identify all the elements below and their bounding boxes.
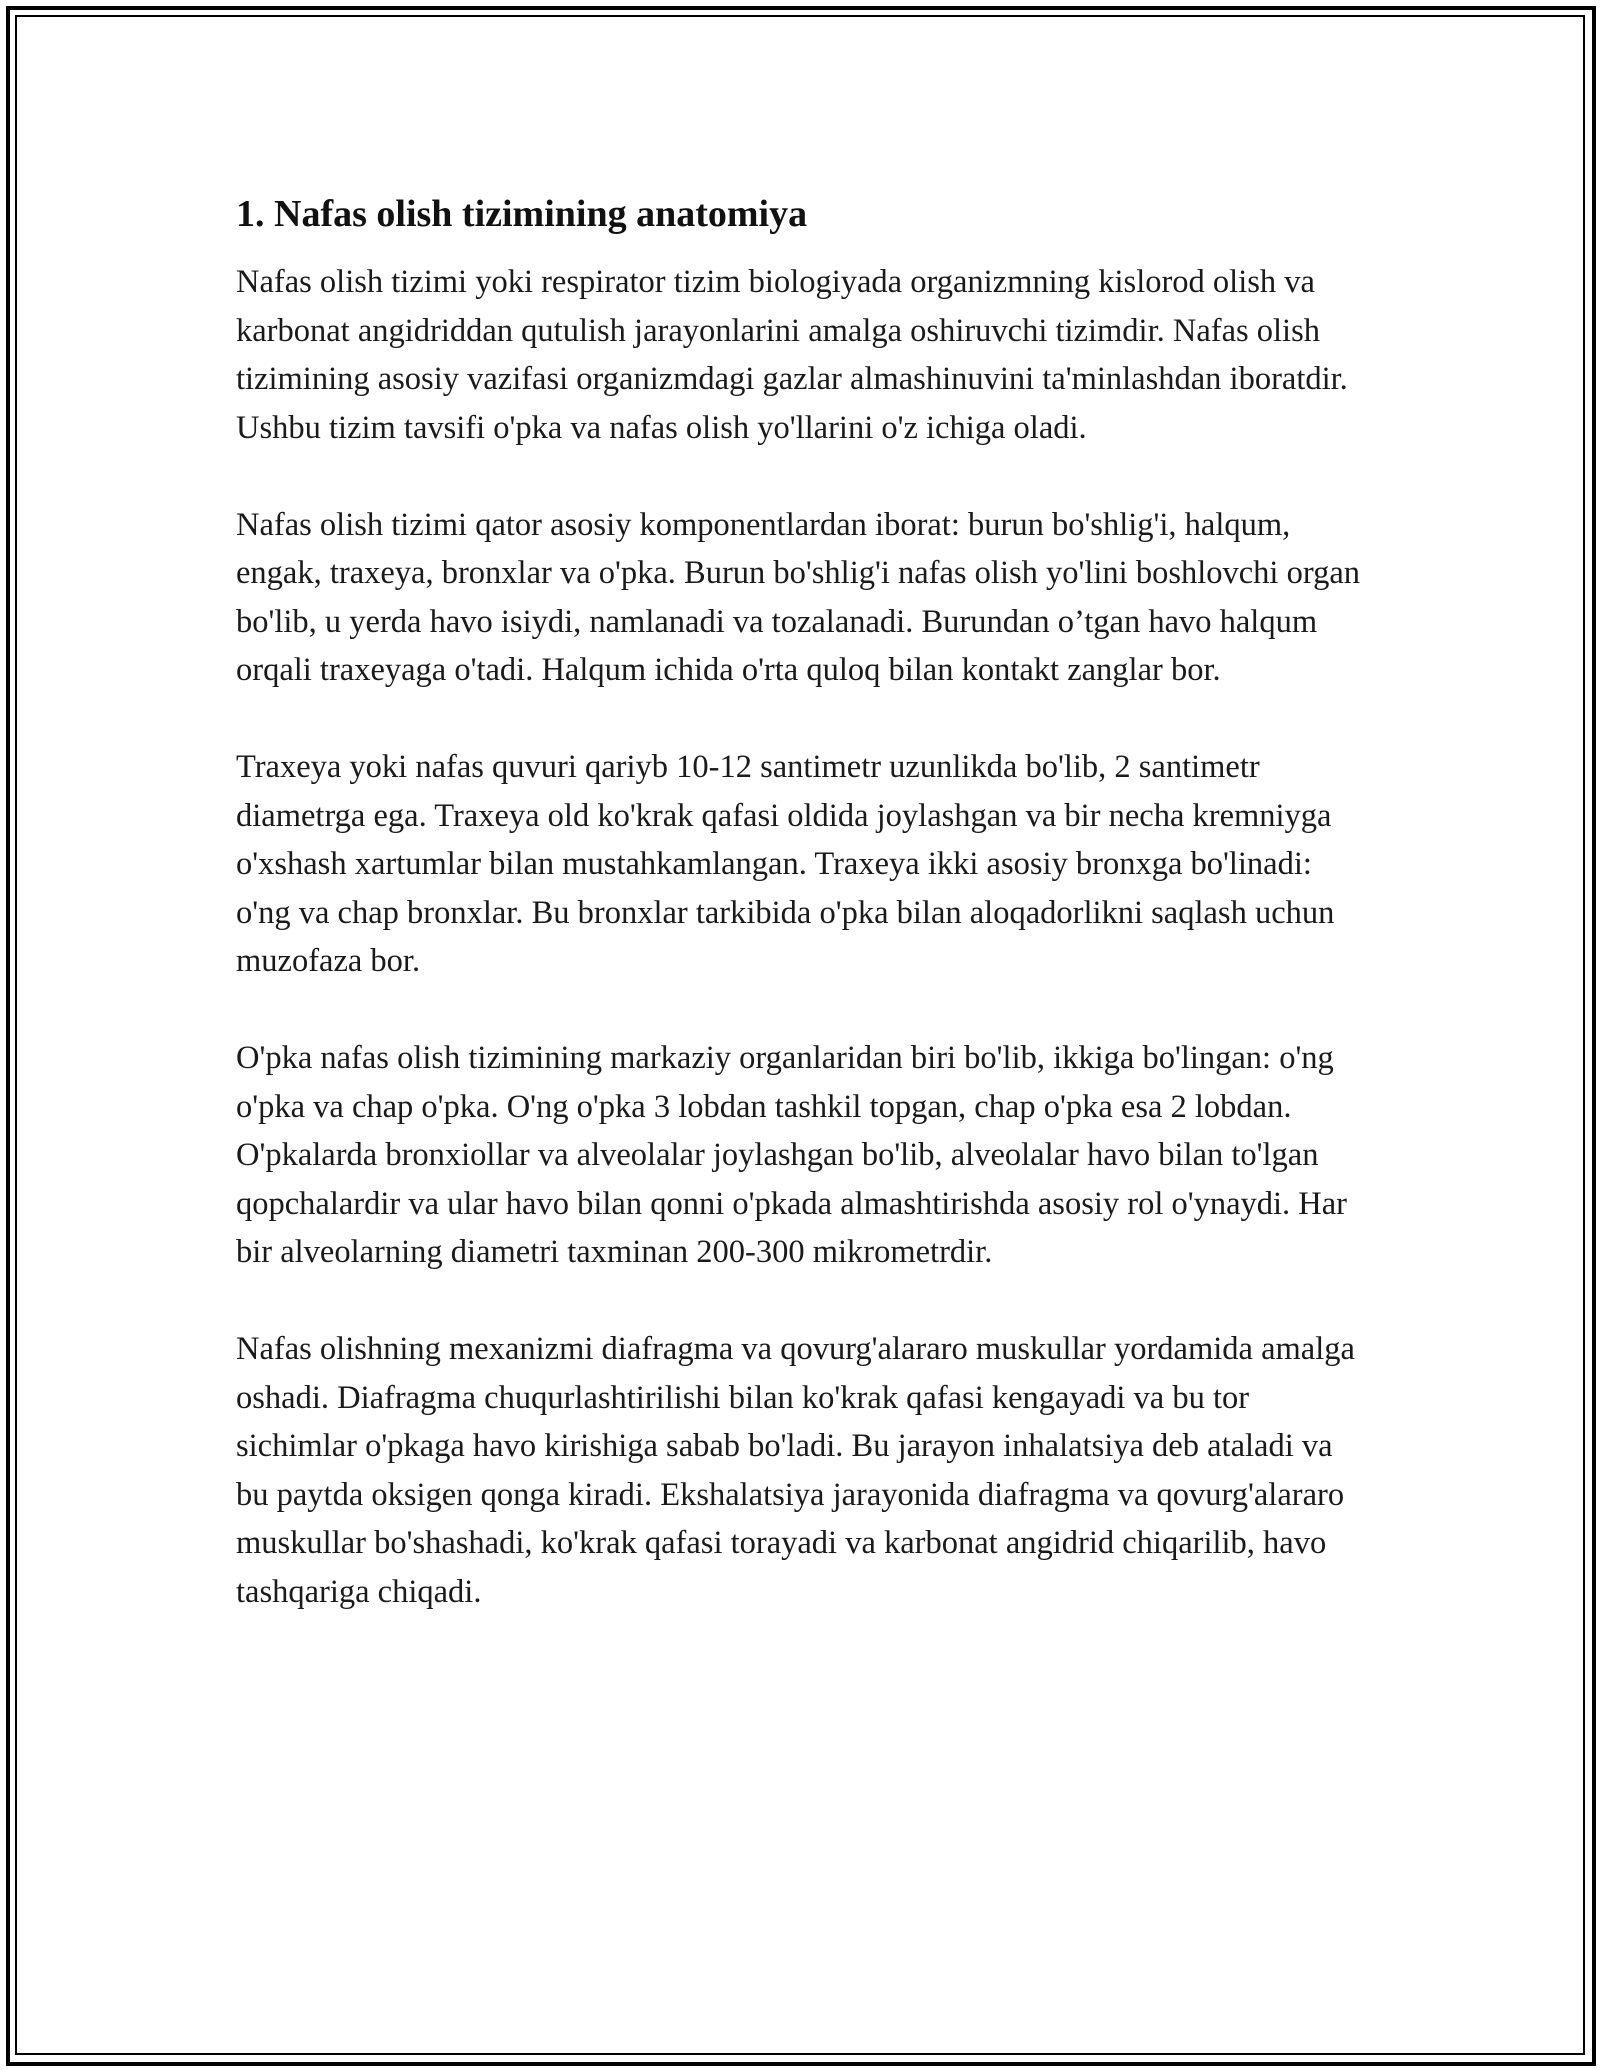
section-heading: 1. Nafas olish tizimining anatomiya [236,193,808,235]
paragraph-mechanism: Nafas olishning mexanizmi diafragma va qovurg'alararo muskullar yordamida amalga oshadi. Diafragma chuqurlashtirilishi bilan ko'krak qafasi kengayadi va bu tor sichimlar o'pkaga havo kirishiga sabab bo'ladi. Bu jarayon inhalatsiya deb ataladi va bu paytda oksigen qonga kiradi. Ekshalatsiya jarayonida diafragma va qovurg'alararo muskullar bo'shashadi, ko'krak qafasi torayadi va karbonat angidrid chiqarilib, havo tashqariga chiqadi. [236,1331,1355,1610]
document-body [236,190,1366,1665]
paragraph-intro: Nafas olish tizimi yoki respirator tizim biologiyada organizmning kislorod olish va karbonat angidriddan qutulish jarayonlarini amalga oshiruvchi tizimdir. Nafas olish tizimining asosiy vazifasi organizmdagi gazlar almashinuvini ta'minlashdan iboratdir. Ushbu tizim tavsifi o'pka va nafas olish yo'llarini o'z ichiga oladi. [236,264,1348,446]
paragraph-components: Nafas olish tizimi qator asosiy komponentlardan iborat: burun bo'shlig'i, halqum, engak, traxeya, bronxlar va o'pka. Burun bo'shlig'i nafas olish yo'lini boshlovchi organ bo'lib, u yerda havo isiydi, namlanadi va tozalanadi. Burundan o’tgan havo halqum orqali traxeyaga o'tadi. Halqum ichida o'rta quloq bilan kontakt zanglar bor. [236,506,1360,688]
paragraph-lungs: O'pka nafas olish tizimining markaziy organlaridan biri bo'lib, ikkiga bo'lingan: o'ng o'pka va chap o'pka. O'ng o'pka 3 lobdan tashkil topgan, chap o'pka esa 2 lobdan. O'pkalarda bronxiollar va alveolalar joylashgan bo'lib, alveolalar havo bilan to'lgan qopchalardir va ular havo bilan qonni o'pkada almashtirishda asosiy rol o'ynaydi. Har bir alveolarning diametri taxminan 200-300 mikrometrdir. [236,1040,1347,1270]
paragraph-trachea: Traxeya yoki nafas quvuri qariyb 10-12 santimetr uzunlikda bo'lib, 2 santimetr diametrga ega. Traxeya old ko'krak qafasi oldida joylashgan va bir necha kremniyga o'xshash xartumlar bilan mustahkamlangan. Traxeya ikki asosiy bronxga bo'linadi: o'ng va chap bronxlar. Bu bronxlar tarkibida o'pka bilan aloqadorlikni saqlash uchun muzofaza bor. [236,749,1335,979]
